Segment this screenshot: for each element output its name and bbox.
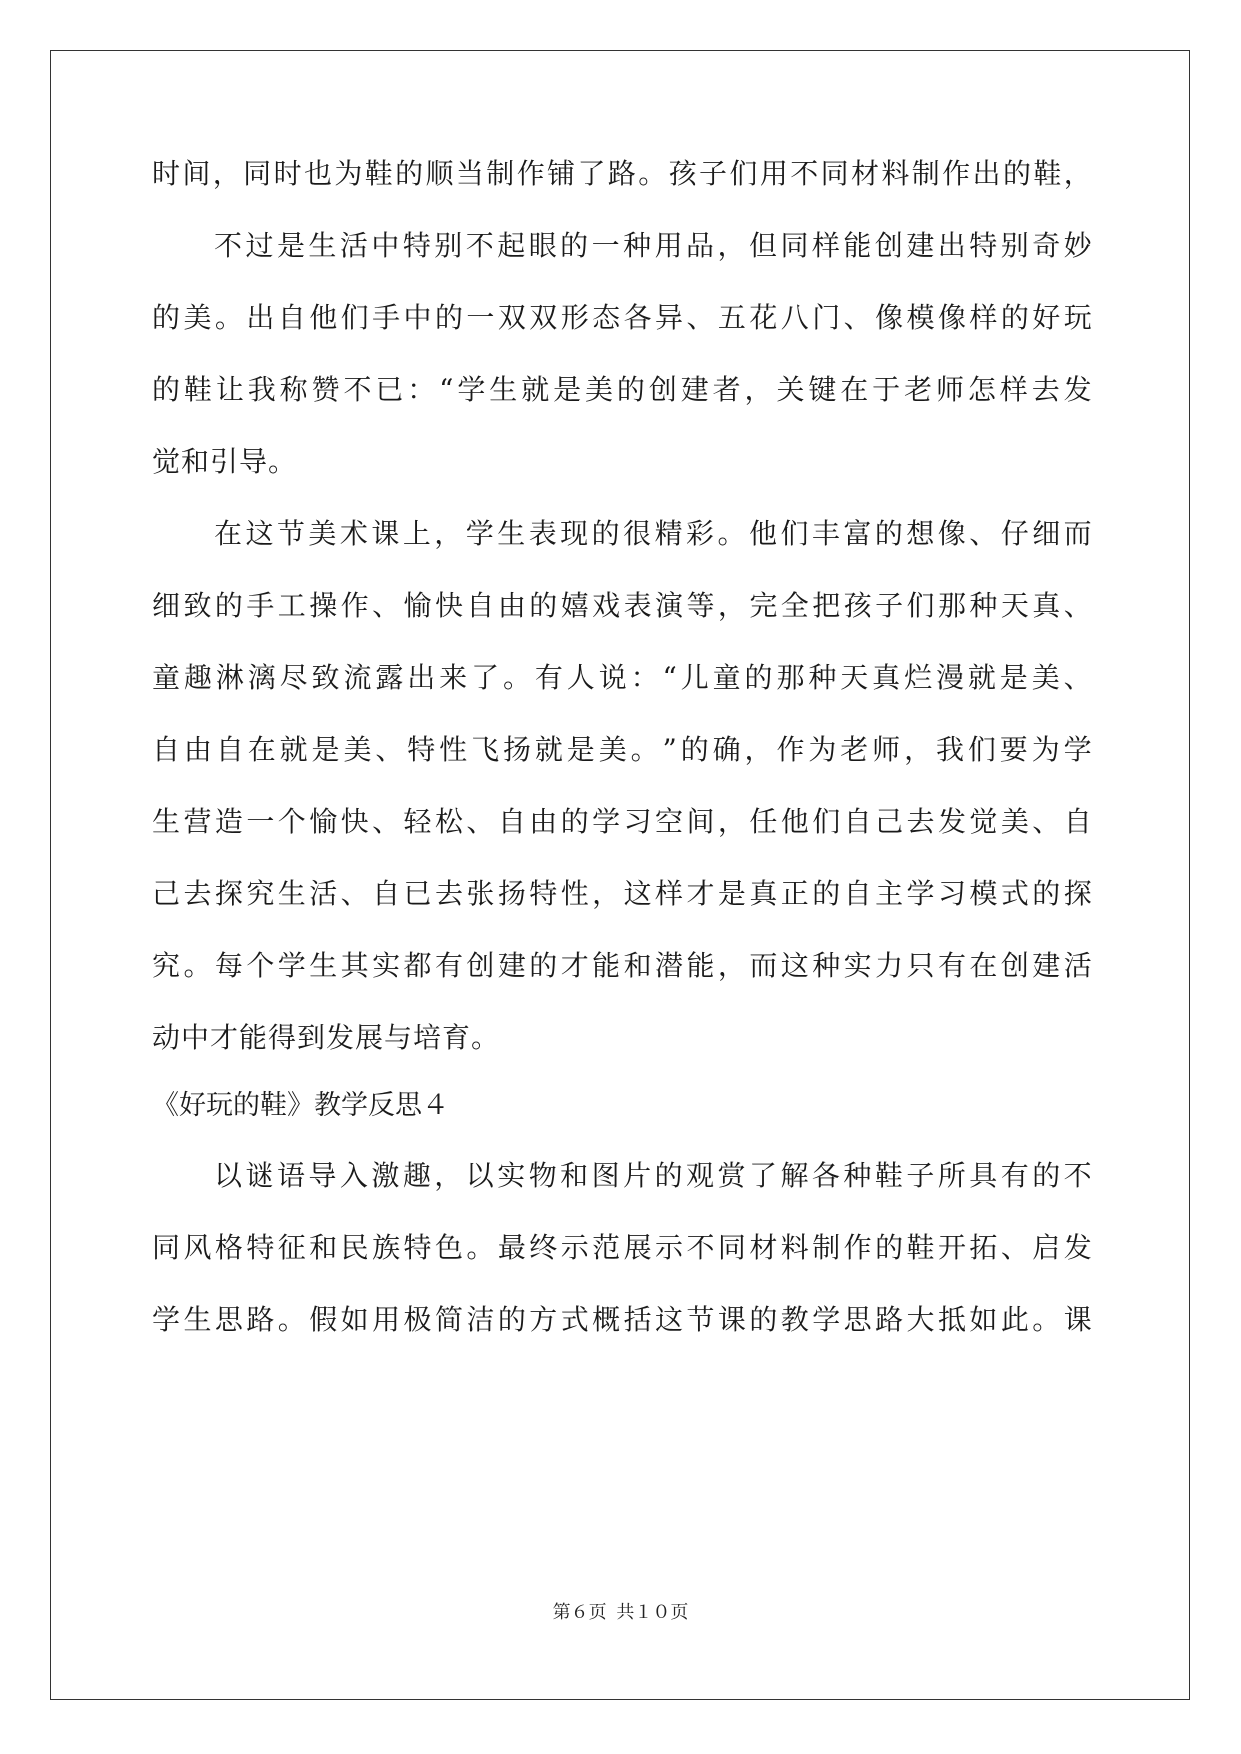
text-line-8: 童 趣 淋 漓 尽 致 流 露 出 来 了 。 有 人 说 ： “ 儿 童 的 那 种 天 真 烂 漫 就 是 美 、 — [152, 661, 1092, 694]
text-line-9: 自 由 自 在 就 是 美 、 特 性 飞 扬 就 是 美 。 ” 的 确 ， 作 为 老 师 ， 我 们 要 为 学 — [152, 733, 1092, 766]
text-line-11: 己 去 探 究 生 活 、 自 已 去 张 扬 特 性 ， 这 样 才 是 真 正 的 自 主 学 习 模 式 的 探 — [152, 877, 1092, 910]
text-line-2: 不 过 是 生 活 中 特 别 不 起 眼 的 一 种 用 品 ， 但 同 样 能 创 建 出 特 别 奇 妙 — [214, 229, 1092, 262]
text-line-13: 动中才能得到发展与培育。 — [152, 1021, 501, 1054]
text-line-15: 同 风 格 特 征 和 民 族 特 色 。 最 终 示 范 展 示 不 同 材 料 制 作 的 鞋 开 拓 、 启 发 — [152, 1231, 1092, 1264]
page-number: 第６页 — [552, 1602, 607, 1623]
page-total: 共１０页 — [616, 1602, 689, 1623]
text-line-3: 的 美 。 出 自 他 们 手 中 的 一 双 双 形 态 各 异 、 五 花 八 门 、 像 模 像 样 的 好 玩 — [152, 301, 1092, 334]
text-line-1: 时 间 ， 同 时 也 为 鞋 的 顺 当 制 作 铺 了 路 。 孩 子 们 用 不 同 材 料 制 作 出 的 鞋 ， — [152, 157, 1092, 190]
text-line-16: 学 生 思 路 。 假 如 用 极 简 洁 的 方 式 概 括 这 节 课 的 教 学 思 路 大 抵 如 此 。 课 — [152, 1303, 1092, 1336]
text-line-6: 在 这 节 美 术 课 上 ， 学 生 表 现 的 很 精 彩 。 他 们 丰 富 的 想 像 、 仔 细 而 — [214, 517, 1092, 550]
text-line-12: 究 。 每 个 学 生 其 实 都 有 创 建 的 才 能 和 潜 能 ， 而 这 种 实 力 只 有 在 创 建 活 — [152, 949, 1092, 982]
text-line-4: 的 鞋 让 我 称 赞 不 已 ： “ 学 生 就 是 美 的 创 建 者 ， 关 键 在 于 老 师 怎 样 去 发 — [152, 373, 1092, 406]
text-line-7: 细 致 的 手 工 操 作 、 愉 快 自 由 的 嬉 戏 表 演 等 ， 完 全 把 孩 子 们 那 种 天 真 、 — [152, 589, 1092, 622]
text-line-5: 觉和引导。 — [152, 445, 298, 478]
page-footer — [0, 1598, 1241, 1624]
text-line-10: 生 营 造 一 个 愉 快 、 轻 松 、 自 由 的 学 习 空 间 ， 任 他 们 自 己 去 发 觉 美 、 自 — [152, 805, 1092, 838]
section-heading: 《好玩的鞋》教学反思４ — [152, 1090, 449, 1121]
text-line-14: 以 谜 语 导 入 激 趣 ， 以 实 物 和 图 片 的 观 赏 了 解 各 种 鞋 子 所 具 有 的 不 — [214, 1159, 1092, 1192]
